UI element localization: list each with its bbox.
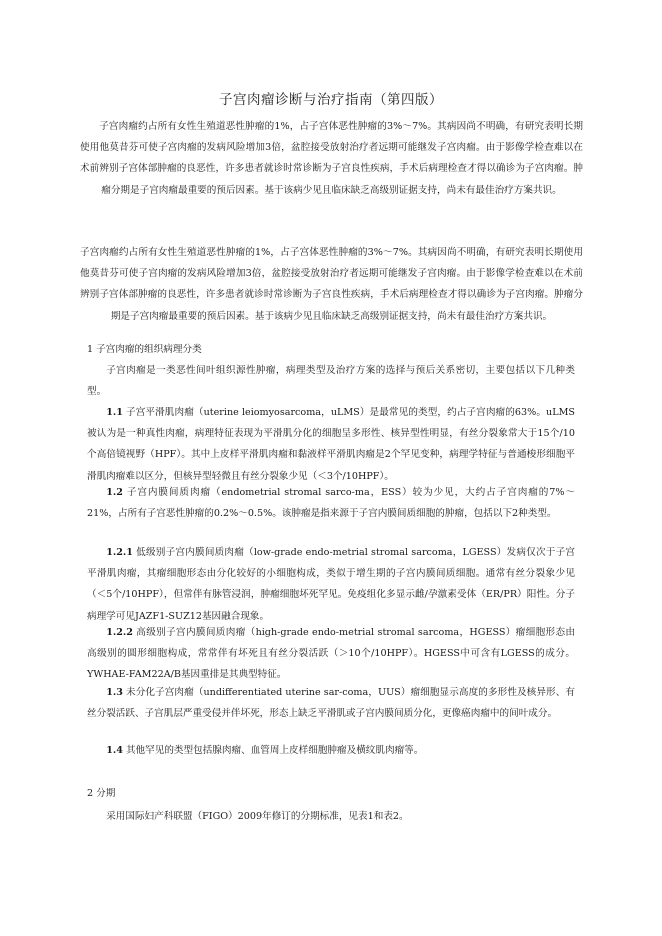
subsection-1-1 — [87, 402, 575, 487]
subsection-number: 1.2.1 — [106, 547, 133, 558]
subsection-1-3 — [87, 682, 575, 724]
subsection-1-2-2 — [87, 622, 575, 686]
abstract-paragraph: 子宫肉瘤约占所有女性生殖道恶性肿瘤的1%，占子宫体恶性肿瘤的3%～7%。其病因尚不明确，有研究表明长期使用他莫昔芬可使子宫肉瘤的发病风险增加3倍，盆腔接受放射治疗者远期可能继发子宫肉瘤。由于影像学检查难以在术前辨别子宫体部肿瘤的良恶性，许多患者就诊时常诊断为子宫良性疾病，手术后病理检查才得以确诊为子宫肉瘤。肿瘤分期是子宫肉瘤最重要的预后因素。基于该病少见且临床缺乏高级别证据支持，尚未有最佳治疗方案共识。 — [80, 121, 583, 196]
subsection-text: 其他罕见的类型包括腺肉瘤、血管周上皮样细胞肿瘤及横纹肌肉瘤等。 — [122, 745, 424, 756]
section-1-heading: 1 子宫肉瘤的组织病理分类 — [87, 344, 202, 355]
document-title: 子宫肉瘤诊断与治疗指南（第四版） — [219, 92, 443, 108]
subsection-number: 1.2 — [106, 487, 123, 498]
subsection-1-2-1 — [87, 542, 575, 627]
subsection-number: 1.4 — [106, 745, 123, 756]
section-2-heading: 2 分期 — [87, 788, 116, 799]
section-2-text: 采用国际妇产科联盟（FIGO）2009年修订的分期标准，见表1和表2。 — [106, 811, 409, 822]
subsection-1-4 — [87, 740, 575, 761]
subsection-text: 高级别子宫内膜间质肉瘤（high-grade endo-metrial stromal sarcoma，HGESS）瘤细胞形态由高级别的圆形细胞构成，常常伴有坏死且有丝分裂活跃（＞10个/10HPF）。HGESS中可含有LGESS的成分。YWHAE-FAM22A/B基因重排是其典型特征。 — [87, 627, 575, 681]
subsection-number: 1.2.2 — [106, 627, 133, 638]
subsection-text: 未分化子宫肉瘤（undifferentiated uterine sar-coma，UUS）瘤细胞显示高度的多形性及核异形、有丝分裂活跃、子宫肌层严重受侵并伴坏死，形态上缺乏平滑肌或子宫内膜间质分化，更像癌肉瘤中的间叶成分。 — [87, 687, 575, 720]
subsection-number: 1.3 — [106, 687, 123, 698]
subsection-text: 子宫内膜间质肉瘤（endometrial stromal sarco-ma，ESS）较为少见，大约占子宫肉瘤的7%～21%，占所有子宫恶性肿瘤的0.2%～0.5%。该肿瘤是指来源于子宫内膜间质细胞的肿瘤，包括以下2种类型。 — [87, 487, 575, 520]
section-1-intro: 子宫肉瘤是一类恶性间叶组织源性肿瘤，病理类型及治疗方案的选择与预后关系密切，主要包括以下几种类型。 — [87, 365, 575, 398]
subsection-text: 低级别子宫内膜间质肉瘤（low-grade endo-metrial stromal sarcoma，LGESS）发病仅次于子宫平滑肌肉瘤，其瘤细胞形态由分化较好的小细胞构成，类似于增生期的子宫内膜间质细胞。通常有丝分裂象少见（＜5个/10HPF），但常伴有脉管浸润，肿瘤细胞坏死罕见。免疫组化多显示雌/孕激素受体（ER/PR）阳性。分子病理学可见JAZF1-SUZ12基因融合现象。 — [87, 547, 575, 622]
subsection-number: 1.1 — [106, 407, 123, 418]
abstract-paragraph-repeat: 子宫肉瘤约占所有女性生殖道恶性肿瘤的1%，占子宫体恶性肿瘤的3%～7%。其病因尚不明确，有研究表明长期使用他莫昔芬可使子宫肉瘤的发病风险增加3倍，盆腔接受放射治疗者远期可能继发子宫肉瘤。由于影像学检查难以在术前辨别子宫体部肿瘤的良恶性，许多患者就诊时常诊断为子宫良性疾病，手术后病理检查才得以确诊为子宫肉瘤。肿瘤分期是子宫肉瘤最重要的预后因素。基于该病少见且临床缺乏高级别证据支持，尚未有最佳治疗方案共识。 — [80, 247, 583, 322]
subsection-text: 子宫平滑肌肉瘤（uterine leiomyosarcoma，uLMS）是最常见的类型，约占子宫肉瘤的63%。uLMS被认为是一种真性肉瘤，病理特征表现为平滑肌分化的细胞呈多形性、核异型性明显，有丝分裂象常大于15个/10个高倍镜视野（HPF）。其中上皮样平滑肌肉瘤和黏液样平滑肌肉瘤是2个罕见变种，病理学特征与普通梭形细胞平滑肌肉瘤难以区分，但核异型轻微且有丝分裂象少见（＜3个/10HPF）。 — [87, 407, 575, 482]
subsection-1-2 — [87, 482, 575, 524]
